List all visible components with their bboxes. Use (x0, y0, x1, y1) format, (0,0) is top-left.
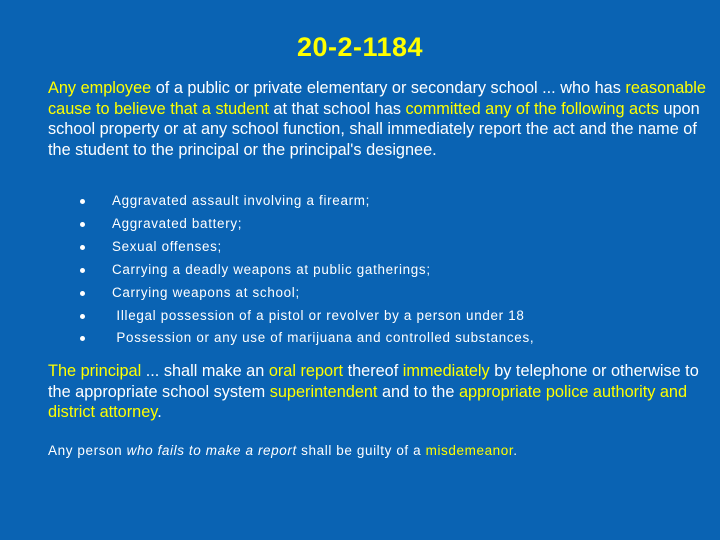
list-item (80, 305, 700, 328)
list-item (80, 282, 700, 305)
text-segment: . (513, 443, 518, 458)
highlight-police-authority: appropriate police authority and district attorney (48, 382, 688, 421)
text-segment: and to the (377, 382, 459, 401)
highlight-superintendent: superintendent (269, 382, 378, 401)
bullet-icon (80, 268, 85, 273)
highlight-immediately: immediately (402, 362, 490, 380)
list-item (80, 236, 700, 259)
highlight-misdemeanor: misdemeanor (425, 443, 514, 458)
penalty-paragraph (48, 441, 708, 462)
text-segment: at that school has (268, 99, 406, 118)
highlight-reasonable-cause: reasonable cause to believe that a student (48, 79, 706, 118)
text-segment: upon school property or at any school function, shall immediately report the act and the name of the student to the principal or the principal's designee. (48, 99, 700, 159)
list-item (80, 327, 700, 350)
bullet-icon (80, 336, 85, 341)
italic-fails-to-report: who fails to make a report (126, 443, 297, 458)
bullet-icon (80, 222, 85, 227)
list-item-text: Sexual offenses; (112, 238, 222, 254)
list-item-text: Illegal possession of a pistol or revolver by a person under 18 (112, 307, 525, 323)
highlight-committed-acts: committed any of the following acts (405, 99, 659, 118)
list-item-text: Aggravated battery; (112, 215, 243, 231)
bullet-icon (80, 314, 85, 319)
highlight-principal: The principal (48, 362, 142, 380)
bullet-icon (80, 199, 85, 204)
text-segment: . (157, 403, 162, 421)
text-segment: Any person (48, 443, 127, 458)
list-item (80, 213, 700, 236)
list-item (80, 190, 700, 213)
list-item-text: Carrying weapons at school; (112, 284, 300, 300)
slide-title: 20-2-1184 (296, 32, 424, 62)
text-segment: ... shall make an (141, 362, 269, 380)
list-item-text: Possession or any use of marijuana and controlled substances, (112, 330, 535, 346)
reporting-requirement-paragraph (48, 78, 708, 160)
list-item-text: Aggravated assault involving a firearm; (112, 193, 371, 208)
text-segment: by telephone or otherwise to the appropriate school system (48, 362, 699, 401)
highlight-oral-report: oral report (268, 362, 344, 380)
list-item-text: Carrying a deadly weapons at public gatherings; (112, 261, 431, 277)
bullet-icon (80, 291, 85, 296)
bullet-icon (80, 245, 85, 250)
text-segment: of a public or private elementary or secondary school ... who has (151, 79, 626, 97)
text-segment: thereof (343, 362, 403, 380)
text-segment: shall be guilty of a (296, 443, 426, 458)
principal-report-paragraph (48, 361, 708, 423)
acts-list (80, 190, 700, 350)
highlight-any-employee: Any employee (48, 79, 152, 97)
list-item (80, 259, 700, 282)
